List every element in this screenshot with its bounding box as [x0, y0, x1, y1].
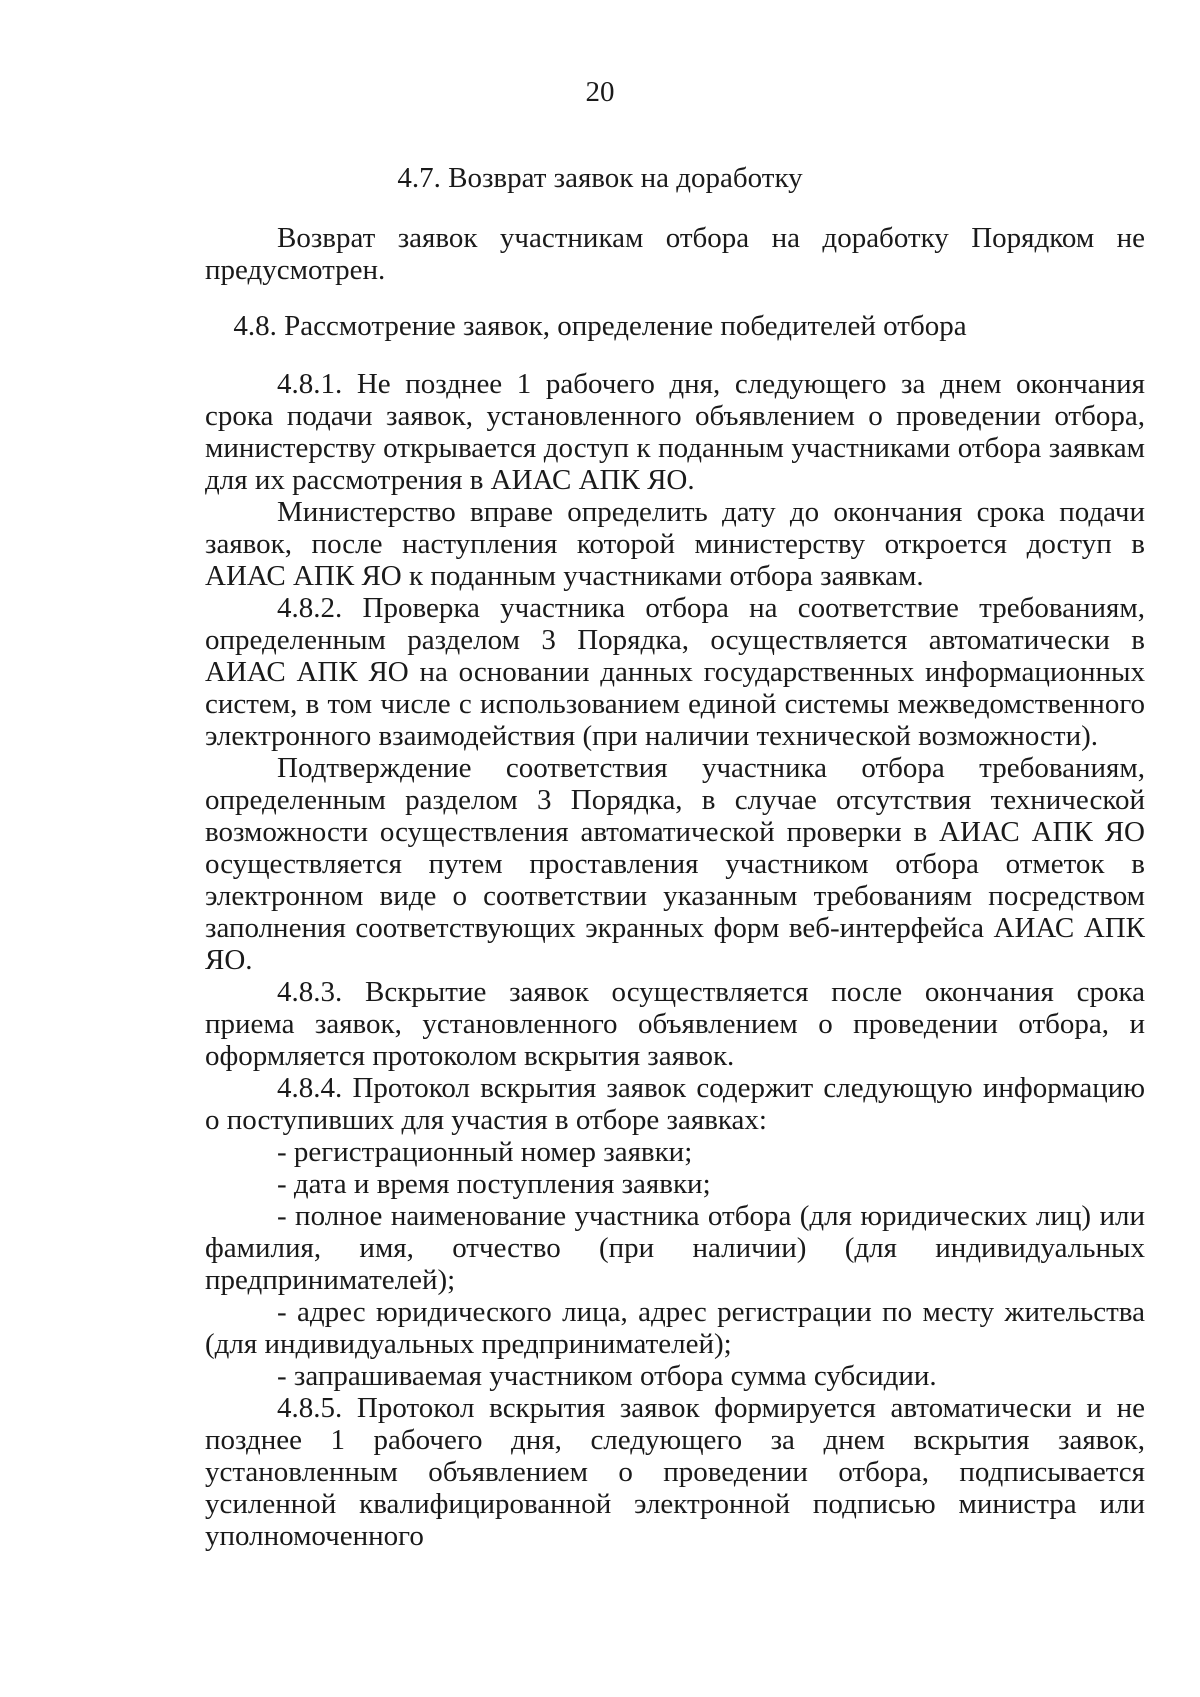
- paragraph-4-8-2: 4.8.2. Проверка участника отбора на соответствие требованиям, определенным разделом 3 Порядка, осуществляется автоматически в АИАС АПК ЯО на основании данных государственных информационных систем, в том числе с использованием единой системы межведомственного электронного взаимодействия (при наличии технической возможности).: [205, 592, 1145, 752]
- paragraph: Министерство вправе определить дату до окончания срока подачи заявок, после наступления которой министерству откроется доступ в АИАС АПК ЯО к поданным участниками отбора заявкам.: [205, 496, 1145, 592]
- paragraph-4-8-5: 4.8.5. Протокол вскрытия заявок формируется автоматически и не позднее 1 рабочего дня, следующего за днем вскрытия заявок, установленным объявлением о проведении отбора, подписывается усиленной квалифицированной электронной подписью министра или уполномоченного: [205, 1392, 1145, 1552]
- list-item: - адрес юридического лица, адрес регистрации по месту жительства (для индивидуальных предпринимателей);: [205, 1296, 1145, 1360]
- list-item: - регистрационный номер заявки;: [277, 1136, 693, 1168]
- paragraph-4-8-1: 4.8.1. Не позднее 1 рабочего дня, следующего за днем окончания срока подачи заявок, установленного объявлением о проведении отбора, министерству открывается доступ к поданным участниками отбора заявкам для их рассмотрения в АИАС АПК ЯО.: [205, 368, 1145, 496]
- list-item: - запрашиваемая участником отбора сумма субсидии.: [277, 1360, 937, 1392]
- paragraph: Возврат заявок участникам отбора на доработку Порядком не предусмотрен.: [205, 222, 1145, 286]
- paragraph: Подтверждение соответствия участника отбора требованиям, определенным разделом 3 Порядка, в случае отсутствия технической возможности осуществления автоматической проверки в АИАС АПК ЯО осуществляется путем проставления участником отбора отметок в электронном виде о соответствии указанным требованиям посредством заполнения соответствующих экранных форм веб-интерфейса АИАС АПК ЯО.: [205, 752, 1145, 976]
- section-4-7-body: [205, 222, 1145, 286]
- section-heading-4-8: 4.8. Рассмотрение заявок, определение победителей отбора: [233, 310, 967, 342]
- paragraph-4-8-4: 4.8.4. Протокол вскрытия заявок содержит следующую информацию о поступивших для участия в отборе заявках:: [205, 1072, 1145, 1136]
- list-item: - дата и время поступления заявки;: [277, 1168, 711, 1200]
- page-number: 20: [585, 76, 615, 108]
- section-4-8-body: [205, 368, 1145, 1552]
- list-item: - полное наименование участника отбора (для юридических лиц) или фамилия, имя, отчество (при наличии) (для индивидуальных предпринимателей);: [205, 1200, 1145, 1296]
- paragraph-4-8-3: 4.8.3. Вскрытие заявок осуществляется после окончания срока приема заявок, установленного объявлением о проведении отбора, и оформляется протоколом вскрытия заявок.: [205, 976, 1145, 1072]
- section-heading-4-7: 4.7. Возврат заявок на доработку: [397, 162, 803, 194]
